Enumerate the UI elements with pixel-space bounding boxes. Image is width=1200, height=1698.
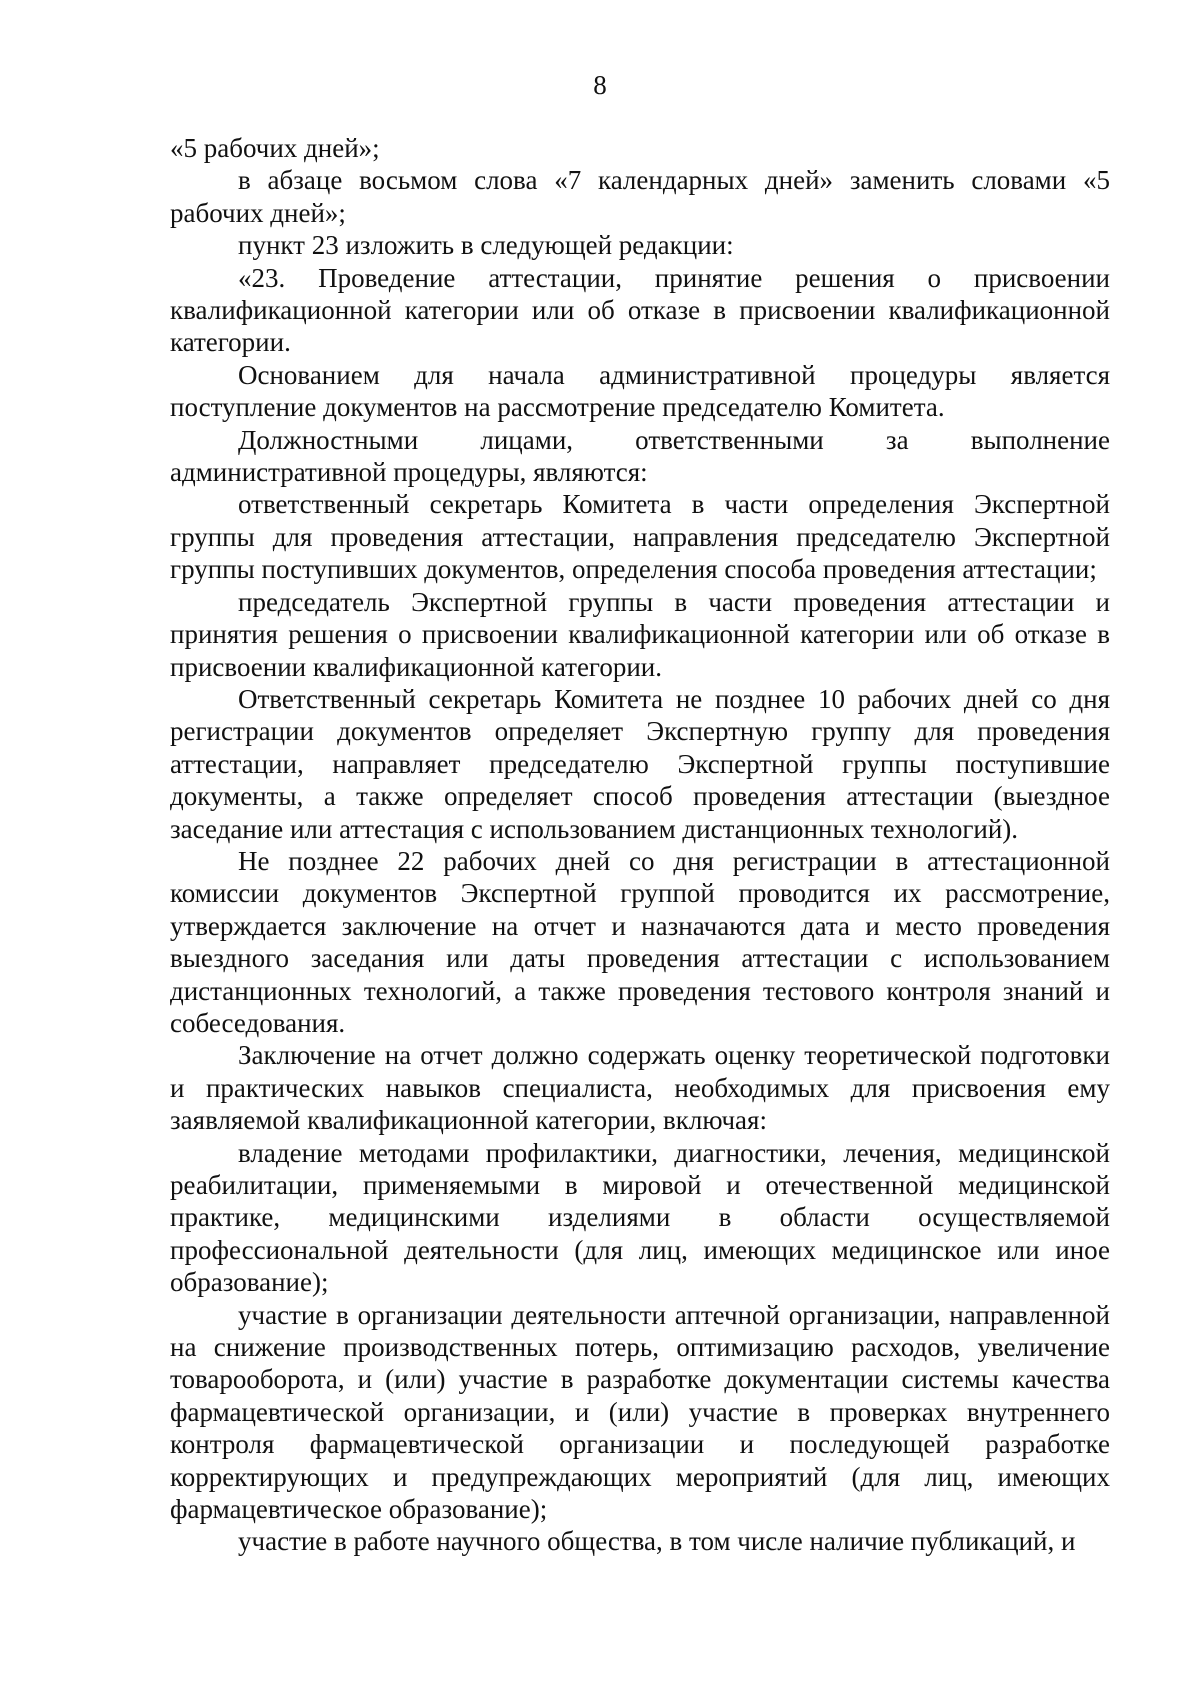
paragraph: «5 рабочих дней»; — [170, 133, 380, 163]
paragraph: Должностными лицами, ответственными за выполнение административной процедуры, являются: — [170, 424, 1110, 488]
paragraph: Основанием для начала административной процедуры является поступление документов на рассмотрение председателю Комитета. — [170, 359, 1110, 423]
paragraph: пункт 23 изложить в следующей редакции: — [238, 230, 734, 261]
paragraph: Не позднее 22 рабочих дней со дня регистрации в аттестационной комиссии документов Экспертной группой проводится их рассмотрение, утверждается заключение на отчет и назначаются дата и место проведения выездного заседания или даты проведения аттестации с использованием дистанционных технологий, а также проведения тестового контроля знаний и собеседования. — [170, 845, 1110, 1038]
paragraph: председатель Экспертной группы в части проведения аттестации и принятия решения о присвоении квалификационной категории или об отказе в присвоении квалификационной категории. — [170, 586, 1110, 682]
paragraph: Заключение на отчет должно содержать оценку теоретической подготовки и практических навыков специалиста, необходимых для присвоения ему заявляемой квалификационной категории, включая: — [170, 1040, 1110, 1136]
document-body — [170, 132, 1110, 1558]
paragraph: Ответственный секретарь Комитета не позднее 10 рабочих дней со дня регистрации документов определяет Экспертную группу для проведения аттестации, направляет председателю Экспертной группы поступившие документы, а также определяет способ проведения аттестации (выездное заседание или аттестация с использованием дистанционных технологий). — [170, 683, 1110, 844]
paragraph: в абзаце восьмом слова «7 календарных дней» заменить словами «5 рабочих дней»; — [170, 165, 1110, 228]
paragraph: участие в работе научного общества, в том числе наличие публикаций, и — [238, 1526, 1076, 1557]
paragraph: ответственный секретарь Комитета в части определения Экспертной группы для проведения аттестации, направления председателю Экспертной группы поступивших документов, определения способа проведения аттестации; — [170, 489, 1110, 585]
paragraph: владение методами профилактики, диагностики, лечения, медицинской реабилитации, применяемыми в мировой и отечественной медицинской практике, медицинскими изделиями в области осуществляемой профессиональной деятельности (для лиц, имеющих медицинское или иное образование); — [170, 1137, 1110, 1298]
paragraph: «23. Проведение аттестации, принятие решения о присвоении квалификационной категории или об отказе в присвоении квалификационной категории. — [170, 262, 1110, 358]
paragraph: участие в организации деятельности аптечной организации, направленной на снижение производственных потерь, оптимизацию расходов, увеличение товарооборота, и (или) участие в разработке документации системы качества фармацевтической организации, и (или) участие в проверках внутреннего контроля фармацевтической организации и последующей разработке корректирующих и предупреждающих мероприятий (для лиц, имеющих фармацевтическое образование); — [170, 1299, 1110, 1525]
page-number: 8 — [593, 70, 607, 100]
